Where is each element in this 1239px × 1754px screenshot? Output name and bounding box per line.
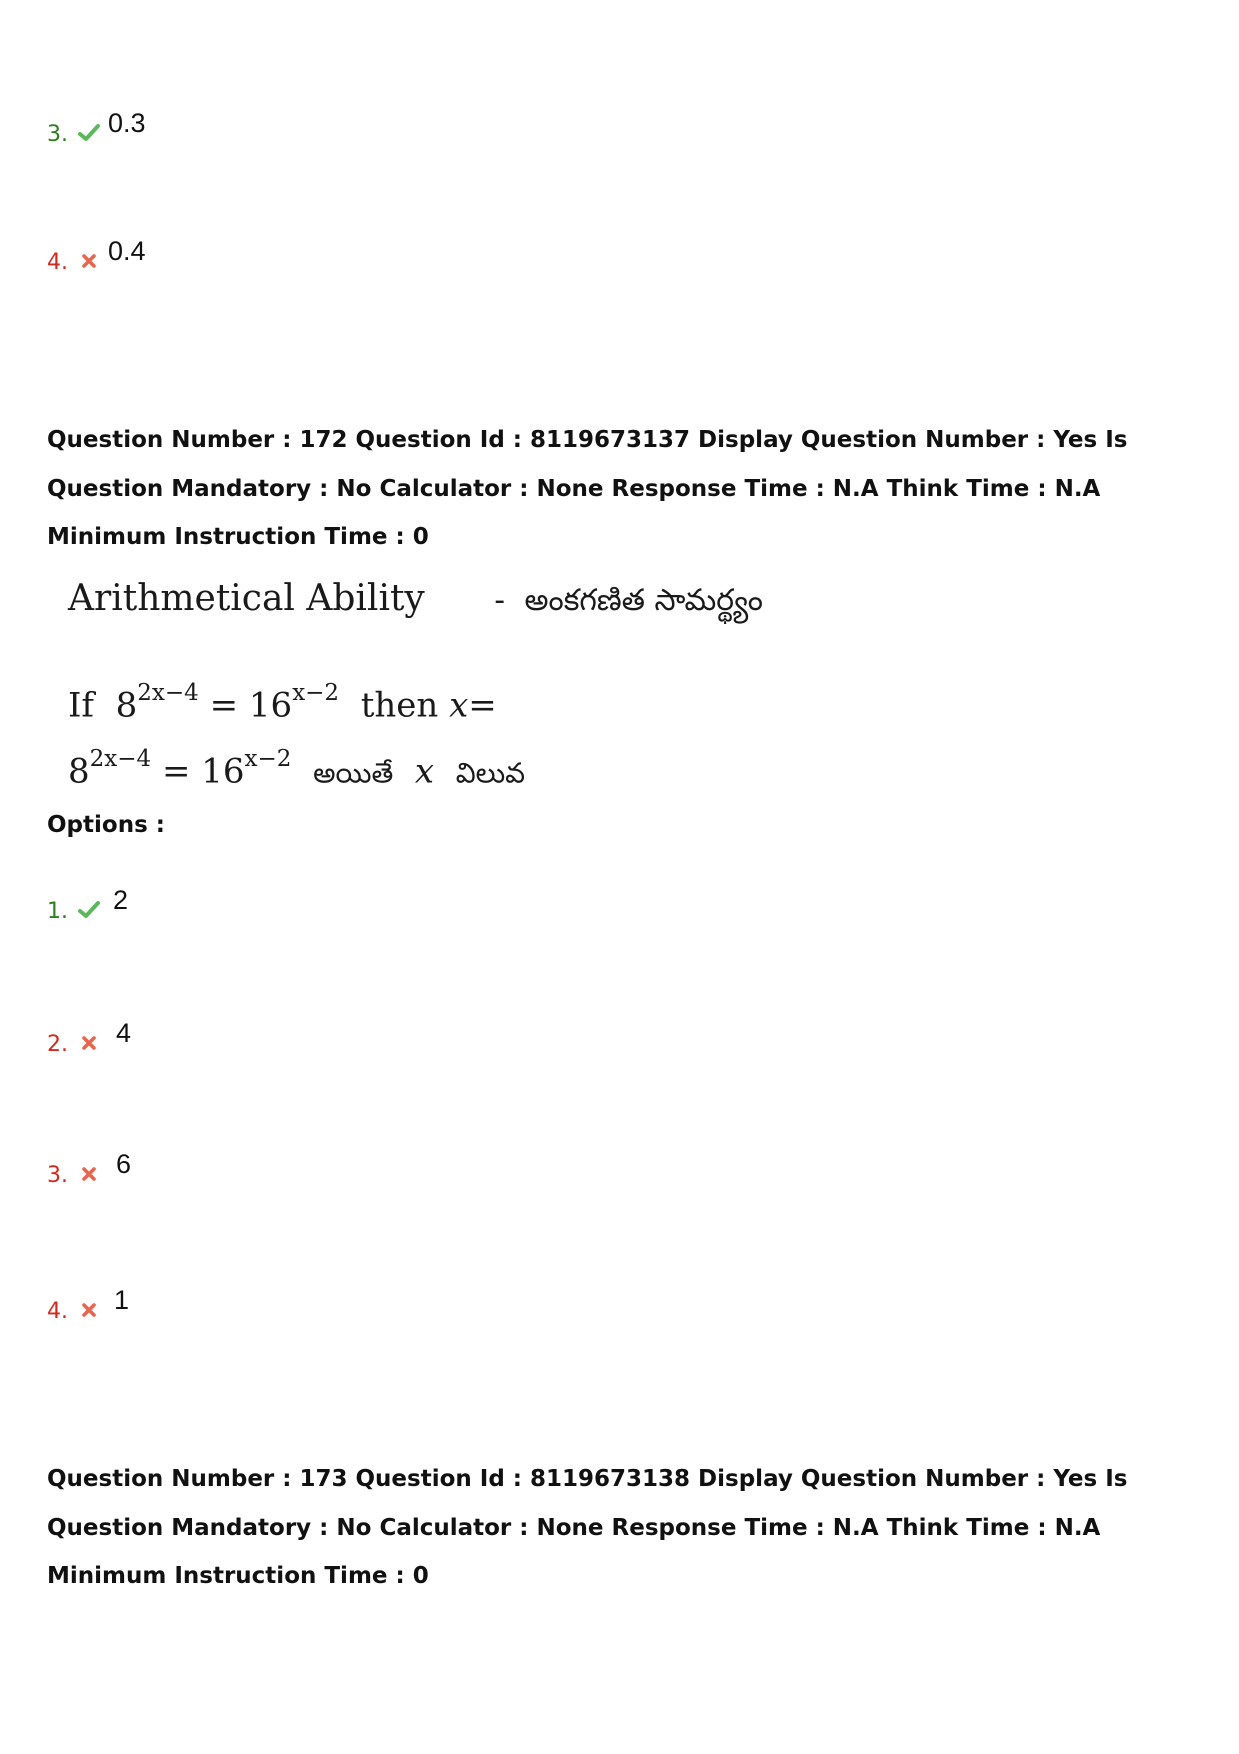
eq-exp2: x−2 [244, 746, 292, 772]
option-value: 0.4 [108, 236, 146, 266]
option-value: 2 [113, 885, 129, 915]
eq-base2: 16 [248, 685, 293, 726]
eq-telugu-value: విలువ [455, 756, 526, 790]
cross-icon [77, 249, 101, 273]
option-item [47, 1149, 447, 1189]
option-number: 4. [47, 250, 68, 275]
option-value: 4 [116, 1018, 132, 1048]
eq-base1: 8 [68, 751, 90, 792]
subject-telugu: అంకగణిత సామర్థ్యం [524, 583, 763, 618]
subject-english: Arithmetical Ability [68, 578, 425, 619]
eq-then: then [360, 685, 439, 726]
option-number: 3. [47, 1163, 68, 1188]
option-value: 1 [114, 1285, 130, 1315]
options-label: Options : [47, 812, 165, 838]
option-item [47, 885, 447, 925]
eq-exp1: 2x−4 [137, 680, 199, 706]
eq-equals: = [209, 685, 239, 726]
question-header: Question Number : 172 Question Id : 8119673137 Display Question Number : Yes Is Question Mandatory : No Calculator : None Response Time : N.A Think Time : N.A Minimum Instruction Time : 0 [47, 427, 1128, 550]
eq-exp2: x−2 [292, 680, 340, 706]
eq-exp1: 2x−4 [89, 746, 152, 772]
eq-equals2: = [468, 685, 497, 726]
option-value: 0.3 [108, 108, 146, 138]
cross-icon [77, 1031, 101, 1055]
check-icon [77, 121, 101, 145]
cross-icon [77, 1162, 101, 1186]
cross-icon [77, 1298, 101, 1322]
subject-dash: - [494, 583, 506, 618]
question-equation-telugu [68, 740, 525, 796]
eq-prefix: If [68, 685, 95, 726]
option-item [47, 1285, 447, 1325]
option-item [47, 236, 447, 276]
eq-equals: = [161, 751, 191, 792]
option-value: 6 [116, 1149, 132, 1179]
option-item [47, 1018, 447, 1058]
option-number: 4. [47, 1299, 68, 1324]
eq-var: x [414, 751, 435, 792]
check-icon [77, 898, 101, 922]
eq-var: x [449, 685, 469, 726]
question-header: Question Number : 173 Question Id : 8119673138 Display Question Number : Yes Is Question Mandatory : No Calculator : None Response Time : N.A Think Time : N.A Minimum Instruction Time : 0 [47, 1466, 1128, 1589]
option-item [47, 108, 447, 148]
question-equation-english [68, 674, 497, 728]
option-number: 2. [47, 1032, 68, 1057]
eq-base2: 16 [201, 751, 245, 792]
eq-base1: 8 [115, 685, 138, 726]
eq-telugu-if: అయితే [313, 756, 394, 790]
option-number: 1. [47, 899, 68, 924]
question-subject [68, 575, 763, 625]
option-number: 3. [47, 122, 68, 147]
